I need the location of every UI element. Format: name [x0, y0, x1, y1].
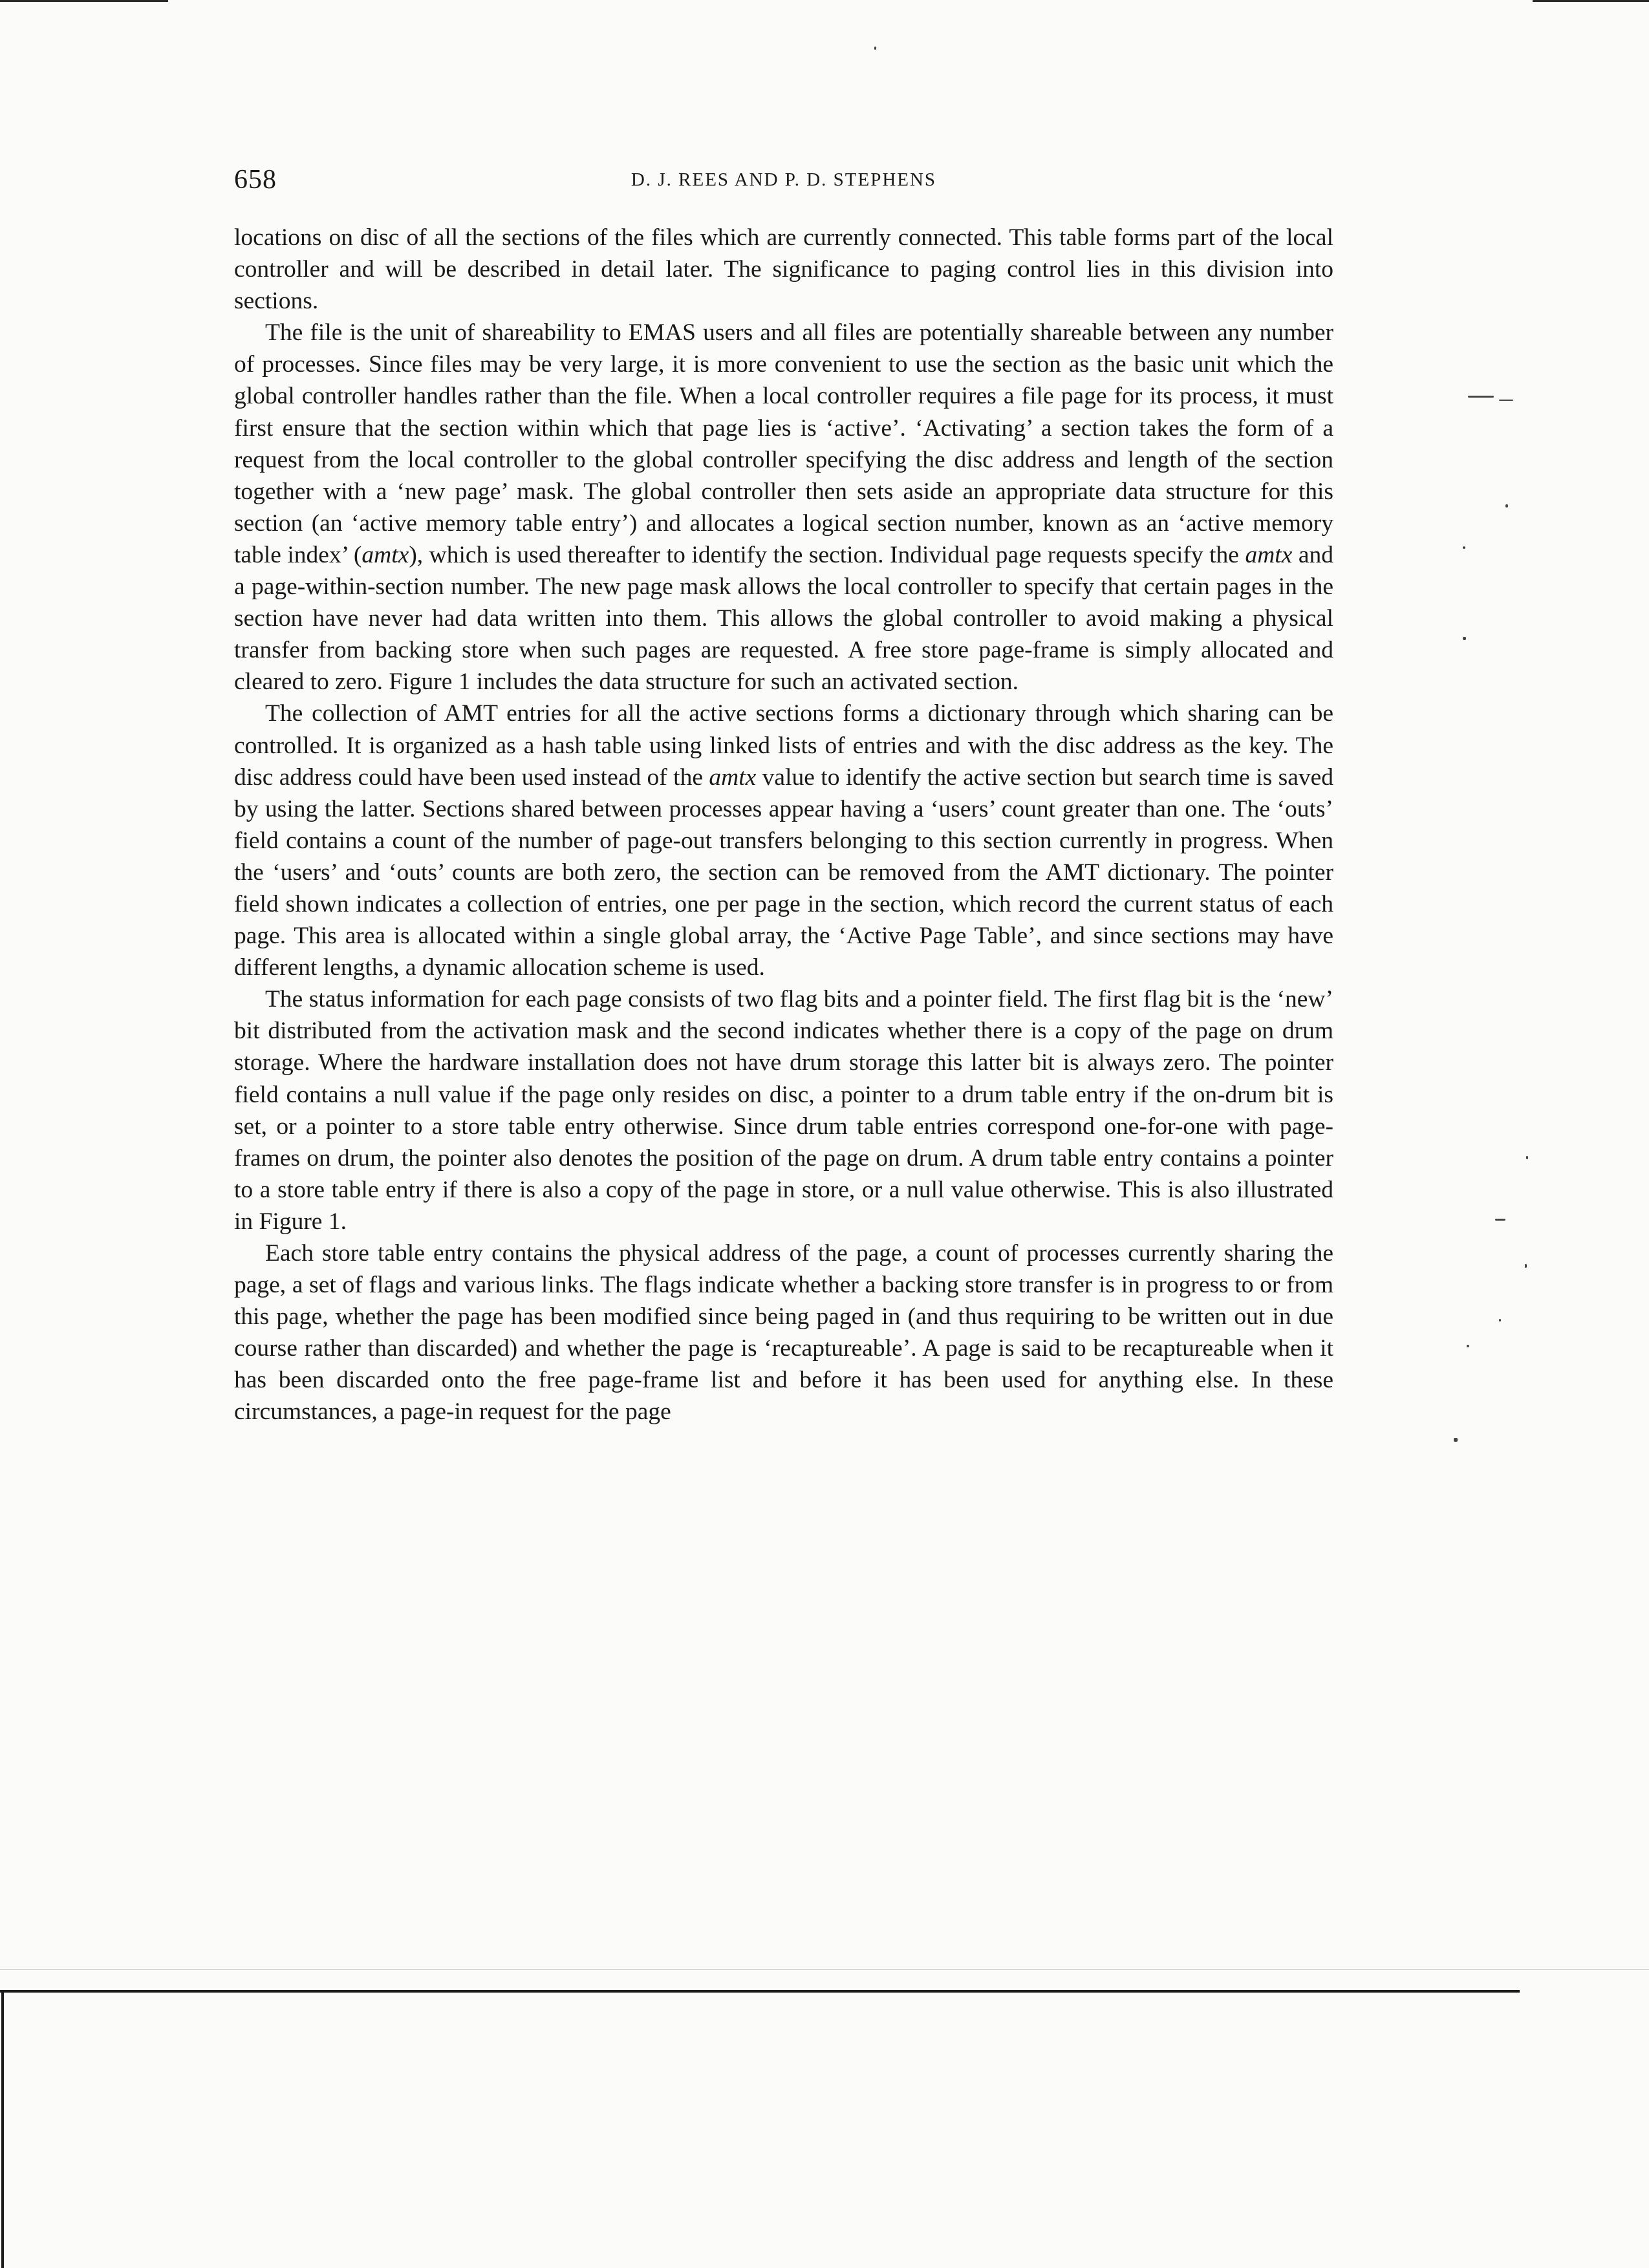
paragraph-section-locations: locations on disc of all the sections of the files which are currently connected. This table forms part of the local controller and will be described in detail later. The significance to paging control lies in this division into sections.	[234, 224, 1333, 315]
scan-speck	[1454, 1438, 1458, 1442]
scan-speck	[874, 47, 876, 50]
amtx-term: amtx	[709, 764, 757, 791]
article-body	[234, 222, 1333, 1428]
scan-speck	[1525, 1264, 1527, 1268]
scan-speck	[1526, 1156, 1528, 1159]
amtx-term: amtx	[1245, 541, 1293, 568]
scan-artifact-line	[0, 1969, 1649, 1970]
paragraph-store-table-entry: Each store table entry contains the physical address of the page, a count of processes currently sharing the page, a set of flags and various links. The flags indicate whether a backing store transfer is in progress to or from this page, whether the page has been modified since being paged in (and thus requiring to be written out in due course rather than discarded) and whether the page is ‘recaptureable’. A page is said to be recaptureable when it has been discarded onto the free page-frame list and before it has been used for anything else. In these circumstances, a page-in request for the page	[234, 1240, 1333, 1426]
paragraph-page-status: The status information for each page consists of two flag bits and a pointer field. The first flag bit is the ‘new’ bit distributed from the activation mask and the second indicates whether there is a copy of the page on drum storage. Where the hardware installation does not have drum storage this latter bit is always zero. The pointer field contains a null value if the page only resides on disc, a pointer to a drum table entry if the on-drum bit is set, or a pointer to a store table entry otherwise. Since drum table entries correspond one-for-one with page-frames on drum, the pointer also denotes the position of the page on drum. A drum table entry contains a pointer to a store table entry if there is also a copy of the page in store, or a null value otherwise. This is also illustrated in Figure 1.	[234, 986, 1333, 1235]
scan-speck	[1463, 546, 1465, 549]
scan-frame-left	[1, 1991, 4, 2268]
scan-speck	[1467, 1345, 1469, 1347]
scan-edge-line-right	[1533, 0, 1649, 2]
scan-speck	[1505, 504, 1508, 508]
scan-frame-bottom	[0, 1990, 1520, 1993]
scan-edge-line-left	[0, 0, 168, 2]
page-number: 658	[234, 165, 277, 195]
running-head-authors: D. J. REES AND P. D. STEPHENS	[630, 169, 937, 190]
amtx-term: amtx	[361, 541, 409, 568]
scan-speck	[1495, 1219, 1505, 1221]
running-header	[234, 164, 1333, 203]
scan-speck	[1499, 400, 1513, 401]
scan-speck	[1468, 396, 1494, 398]
scan-speck	[1499, 1319, 1501, 1321]
paragraph-file-shareability: The file is the unit of shareability to EMAS users and all files are potentially shareable between any number of processes. Since files may be very large, it is more convenient to use the section as the basic unit which the global controller handles rather than the file. When a local controller requires a file page for its process, it must first ensure that the section within which that page lies is ‘active’. ‘Activating’ a section takes the form of a request from the local controller to the global controller specifying the disc address and length of the section together with a ‘new page’ mask. The global controller then sets aside an appropriate data structure for this section (an ‘active memory table entry’) and allocates a logical section number, known as an ‘active memory table index’ (amtx), which is used thereafter to identify the section. Individual page requests specify the amtx and a page-within-section number. The new page mask allows the local controller to specify that certain pages in the section have never had data written into them. This allows the global controller to avoid making a physical transfer from backing store when such pages are requested. A free store page-frame is simply allocated and cleared to zero. Figure 1 includes the data structure for such an activated section.	[234, 319, 1333, 696]
scan-speck	[1463, 637, 1466, 640]
paragraph-amt-entries: The collection of AMT entries for all the active sections forms a dictionary through which sharing can be controlled. It is organized as a hash table using linked lists of entries and with the disc address as the key. The disc address could have been used instead of the amtx value to identify the active section but search time is saved by using the latter. Sections shared between processes appear having a ‘users’ count greater than one. The ‘outs’ field contains a count of the number of page-out transfers belonging to this section currently in progress. When the ‘users’ and ‘outs’ counts are both zero, the section can be removed from the AMT dictionary. The pointer field shown indicates a collection of entries, one per page in the section, which record the current status of each page. This area is allocated within a single global array, the ‘Active Page Table’, and since sections may have different lengths, a dynamic allocation scheme is used.	[234, 700, 1333, 981]
